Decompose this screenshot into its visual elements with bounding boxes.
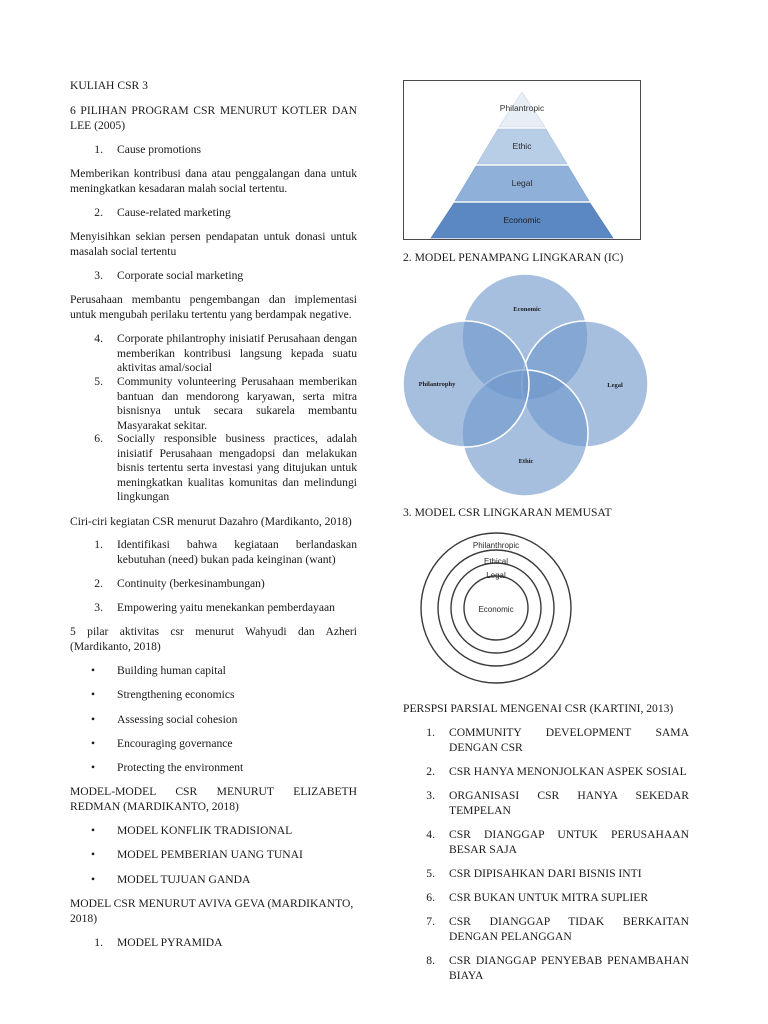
list-item: Cause promotions xyxy=(117,143,202,156)
heading-geva: MODEL CSR MENURUT AVIVA GEVA (MARDIKANTO, 2018) xyxy=(70,897,354,925)
list-item-description: Perusahaan membantu pengembangan dan implementasi untuk mengubah perilaku tertentu yang berdampak negative. xyxy=(70,293,357,321)
venn-figure xyxy=(398,274,658,496)
list-number: 8. xyxy=(426,954,435,967)
list-item: MODEL PEMBERIAN UANG TUNAI xyxy=(117,848,303,861)
list-item: CSR DIANGGAP PENYEBAB PENAMBAHAN BIAYA xyxy=(449,954,689,982)
venn-label: Philantrophy xyxy=(418,381,456,388)
list-item: MODEL KONFLIK TRADISIONAL xyxy=(117,824,293,837)
list-item: CSR HANYA MENONJOLKAN ASPEK SOSIAL xyxy=(449,765,687,778)
pyramid-label: Philantropic xyxy=(499,103,545,113)
bullet: • xyxy=(90,688,96,701)
bullet: • xyxy=(90,824,96,837)
list-item: COMMUNITY DEVELOPMENT SAMA DENGAN CSR xyxy=(449,726,689,754)
bullet: • xyxy=(90,664,96,677)
list-item: Socially responsible business practices, adalah inisiatif Perusahaan mengadopsi dan melakukan bisnis tertentu serta investasi yang ditujukan untuk meningkatkan kualitas komunitas dan melindungi lingkungan xyxy=(117,432,357,503)
list-number: 3. xyxy=(94,269,103,282)
list-item: Building human capital xyxy=(117,664,226,677)
list-number: 4. xyxy=(94,332,103,345)
list-item: Protecting the environment xyxy=(117,761,244,774)
concentric-label: Ethical xyxy=(483,557,509,566)
list-item: Assessing social cohesion xyxy=(117,713,238,726)
concentric-label: Legal xyxy=(486,571,506,580)
list-item: Corporate philantrophy inisiatif Perusahaan dengan memberikan kontribusi langsung kepada suatu aktivitas amal/social xyxy=(117,332,357,374)
list-number: 3. xyxy=(426,789,435,802)
list-item: CSR DIANGGAP UNTUK PERUSAHAAN BESAR SAJA xyxy=(449,828,689,856)
bullet: • xyxy=(90,848,96,861)
list-item-description: Menyisihkan sekian persen pendapatan untuk donasi untuk masalah social tertentu xyxy=(70,230,357,258)
pyramid-figure xyxy=(403,80,641,240)
list-item: Continuity (berkesinambungan) xyxy=(117,577,265,590)
bullet: • xyxy=(90,713,96,726)
list-number: 3. xyxy=(94,601,103,614)
concentric-label: Philanthropic xyxy=(472,541,520,550)
pyramid-label: Ethic xyxy=(512,141,532,151)
list-number: 1. xyxy=(94,936,103,949)
heading-dazahro: Ciri-ciri kegiatan CSR menurut Dazahro (Mardikanto, 2018) xyxy=(70,515,352,528)
concentric-label: Economic xyxy=(478,605,514,614)
list-item: MODEL TUJUAN GANDA xyxy=(117,873,251,886)
bullet: • xyxy=(90,737,96,750)
heading-redman: MODEL-MODEL CSR MENURUT ELIZABETH REDMAN (MARDIKANTO, 2018) xyxy=(70,785,357,813)
list-item: Strengthening economics xyxy=(117,688,235,701)
list-item: MODEL PYRAMIDA xyxy=(117,936,223,949)
list-item: Community volunteering Perusahaan memberikan bantuan dan mendorong karyawan, serta mitra bisnisnya untuk secara sukarela membantu Masyarakat sekitar. xyxy=(117,375,357,432)
list-item: Cause-related marketing xyxy=(117,206,231,219)
list-item: Corporate social marketing xyxy=(117,269,244,282)
list-number: 2. xyxy=(94,206,103,219)
venn-label: Legal xyxy=(607,382,623,389)
bullet: • xyxy=(90,873,96,886)
list-number: 1. xyxy=(94,143,103,156)
list-item: Identifikasi bahwa kegiataan berlandaskan kebutuhan (need) bukan pada keinginan (want) xyxy=(117,538,357,566)
venn-label: Ethic xyxy=(518,458,534,465)
heading-kotler: 6 PILIHAN PROGRAM CSR MENURUT KOTLER DAN LEE (2005) xyxy=(70,104,357,132)
list-number: 2. xyxy=(94,577,103,590)
list-item: Empowering yaitu menekankan pemberdayaan xyxy=(117,601,335,614)
list-number: 4. xyxy=(426,828,435,841)
list-item: Encouraging governance xyxy=(117,737,233,750)
list-number: 1. xyxy=(94,538,103,551)
pyramid-label: Economic xyxy=(503,215,541,225)
list-number: 2. xyxy=(426,765,435,778)
heading-pilar: 5 pilar aktivitas csr menurut Wahyudi dan Azheri (Mardikanto, 2018) xyxy=(70,625,357,653)
venn-label: Economic xyxy=(513,306,541,313)
list-item: CSR DIPISAHKAN DARI BISNIS INTI xyxy=(449,867,642,880)
heading-concentric: 3. MODEL CSR LINGKARAN MEMUSAT xyxy=(403,506,612,519)
list-number: 6. xyxy=(94,432,103,445)
heading-kartini: PERSPSI PARSIAL MENGENAI CSR (KARTINI, 2013) xyxy=(403,702,674,715)
list-item-description: Memberikan kontribusi dana atau penggalangan dana untuk meningkatkan kesadaran malah social tertentu. xyxy=(70,167,357,195)
concentric-figure xyxy=(413,530,579,686)
heading-ic: 2. MODEL PENAMPANG LINGKARAN (IC) xyxy=(403,251,624,264)
list-item: ORGANISASI CSR HANYA SEKEDAR TEMPELAN xyxy=(449,789,689,817)
list-number: 6. xyxy=(426,891,435,904)
list-item: CSR BUKAN UNTUK MITRA SUPLIER xyxy=(449,891,649,904)
list-item: CSR DIANGGAP TIDAK BERKAITAN DENGAN PELANGGAN xyxy=(449,915,689,943)
bullet: • xyxy=(90,761,96,774)
list-number: 5. xyxy=(94,375,103,388)
pyramid-label: Legal xyxy=(511,178,533,188)
list-number: 1. xyxy=(426,726,435,739)
page-title: KULIAH CSR 3 xyxy=(70,79,148,92)
list-number: 5. xyxy=(426,867,435,880)
list-number: 7. xyxy=(426,915,435,928)
